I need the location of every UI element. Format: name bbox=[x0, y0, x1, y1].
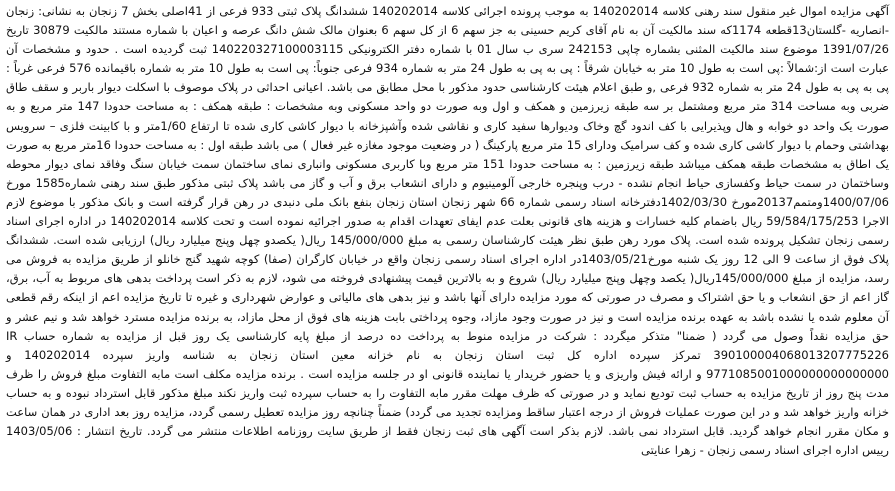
auction-notice-text: آگهی مزایده اموال غیر منقول سند رهنی کلاسه 140202014 به موجب پرونده اجرائی کلاسه 140202014 ششدانگ پلاک ثبتی 933 فرعی از 41اصلی بخش 7 زنجان به نشانی: زنجان -انصاریه -گلستان13قطعه 1174که سند مالکیت آن به نام آقای کریم حسینی به جز سهم 6 از کل سهم 6 بعنوان مالک شش دانگ عرصه و اعیان با شماره مستند مالکیت 30879 تاریخ 1391/07/26 موضوع سند مالکیت المثنی بشماره چاپی 242153 سری ب سال 01 با شماره دفتر الکترونیکی 140220327100003115 ثبت گردیده است . حدود و مشخصات آن عبارت است از:شمالاً :پی است به طول 10 متر به خیابان شرقاً : پی به پی به طول 24 متر به شماره 934 فرعی جنوباً: پی است به طول 10 متر به شماره باقیمانده 576 فرعی غرباً : پی به پی به طول 24 متر به شماره 932 فرعی ,و طبق اعلام هیئت کارشناسی حدود مذکور با محل مطابق می باشد. اعیانی احداثی در پلاک موصوف با اسکلت دیوار باربر و سقف طاق ضربی وبه مساحت 314 متر مربع ومشتمل بر سه طبقه زیرزمین و همکف و اول وبه صورت دو واحد مسکونی وبه مشخصات : طبقه همکف : به مساحت حدودا 147 متر مربع و به صورت یک واحد دو خوابه و هال وپذیرایی با کف اندود گچ وخاک ودیوارها سفید کاری و نقاشی شده وآشپزخانه با دیوار کاشی کاری شده تا ارتفاع 1/60متر و با کابینت فلزی – سرویس بهداشتی وحمام با دیوار کاشی کاری شده و کف سرامیک ودارای 15 متر مربع پارکینگ ( در وضعیت موجود مغازه غیر فعال ) می باشد طبقه اول : به مساحت حدودا 16متر مربع به صورت یک اطاق به مشخصات طبقه همکف میباشد طبقه زیرزمین : به مساحت حدودا 151 متر مربع وبا کاربری مسکونی وانباری نمای ساختمان سمت خیابان سنگ وفاقد نمای دیوار محوطه وساختمان در سمت حیاط وکفسازی حیاط انجام نشده - درب وپنجره خارجی آلومینیوم و دارای انشعاب برق و آب و گاز می باشد پلاک ثبتی مذکور طبق سند رهنی شماره1585 مورخ 1400/07/06ومتمم20137مورخ 1402/03/30دفترخانه اسناد رسمی شماره 66 شهر زنجان استان زنجان بنفع بانک ملی دنبدی در رهن قرار گرفته است و بانک مذکور با موضوع لازم الاجرا 59/584/175/253 ریال باضمام کلیه خسارات و هزینه های قانونی بعلت عدم ایفای تعهدات اقدام به صدور اجرائیه نموده است و تحت کلاسه 140202014 در اداره اجرای اسناد رسمی زنجان تشکیل پرونده شده است. پلاک مورد رهن طبق نظر هیئت کارشناسان رسمی به مبلغ 145/000/000 ریال( یکصدو چهل وپنج میلیارد ریال) ارزیابی شده است. ششدانگ پلاک فوق از ساعت 9 الی 12 روز یک شنبه مورخ1403/05/21در اداره اجرای اسناد رسمی زنجان واقع در خیابان کارگران (صفا) کوچه شهید گنج خانلو از طریق مزایده به فروش می رسد، مزایده از مبلغ 145/000/000ریال( یکصد وچهل وپنج میلیارد ریال) شروع و به بالاترین قیمت پیشنهادی فروخته می شود، لازم به ذکر است پرداخت بدهی های مربوط به آب، برق، گاز اعم از حق انشعاب و یا حق اشتراک و مصرف در صورتی که مورد مزایده دارای آنها باشد و نیز بدهی های مالیاتی و عوارض شهرداری و غیره تا تاریخ مزایده اعم از اینکه رقم قطعی آن معلوم شده یا نشده باشد به عهده برنده مزایده است و نیز در صورت وجود مازاد، وجوه پرداختی بابت هزینه های فوق از محل مازاد، به برنده مزایده مسترد خواهد شد و نیم عشر و حق مزایده نقداً وصول می گردد ( ضمنا" متذکر میگردد : شرکت در مزایده منوط به پرداخت ده درصد از مبلغ پایه کارشناسی یک روز قبل از مزایده به شماره حساب IR 390100004068013207775226 تمرکز سپرده اداره کل ثبت استان زنجان به نام خزانه معین استان زنجان به شناسه واریز سپرده 140202014 و 9771085001000000000000000 و ارائه فیش واریزی و یا حضور خریدار یا نماینده قانونی او در جلسه مزایده است . برنده مزایده مکلف است مابه التفاوت مبلغ فروش را ظرف مدت پنج روز از تاریخ مزایده به حساب ثبت تودیع نماید و در صورتی که ظرف مهلت مقرر مابه التفاوت را به حساب سپرده ثبت واریز نکند مبلغ مذکور قابل استرداد نبوده و به حساب خزانه واریز خواهد شد و در این صورت عملیات فروش از درجه اعتبار ساقط ومزایده تجدید می گردد) ضمناً چنانچه روز مزایده تعطیل رسمی گردد، مزایده روز بعد اداری در همان ساعت و مکان مقرر انجام خواهد گردید. قابل استرداد نمی باشد. لازم بذکر است آگهی های ثبت زنجان فقط از طریق سایت روزنامه اطلاعات منتشر می گردد. تاریخ انتشار : 1403/05/06 رییس اداره اجرای اسناد رسمی زنجان - زهرا عنایتی bbox=[6, 4, 890, 458]
